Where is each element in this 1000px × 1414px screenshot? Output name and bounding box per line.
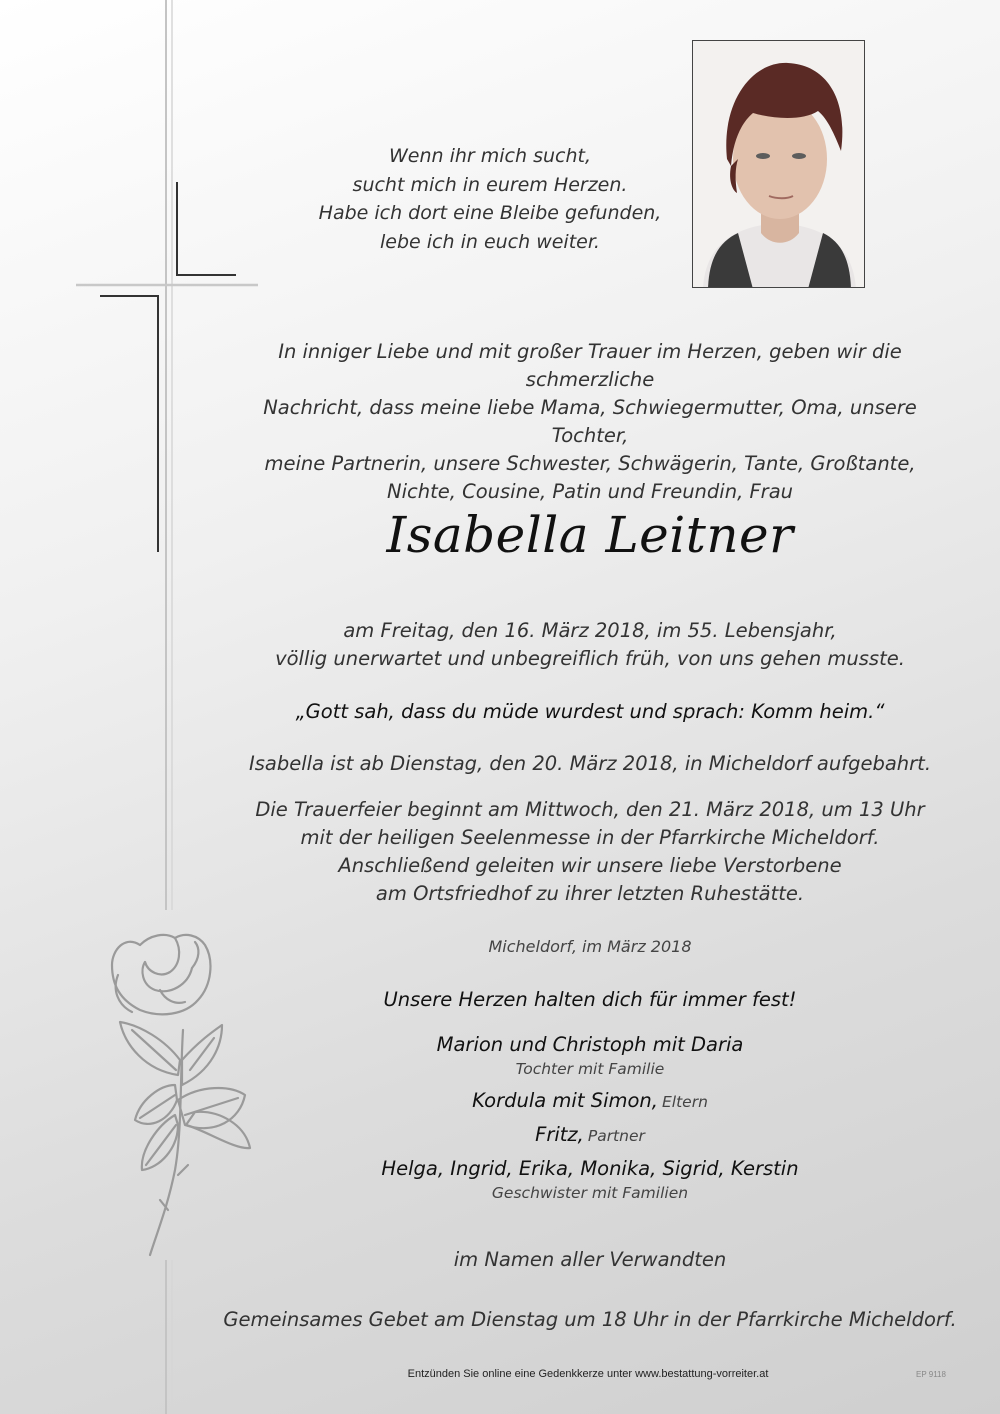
funeral-line: am Ortsfriedhof zu ihrer letzten Ruhestätte. <box>375 882 805 905</box>
intro-line: Nichte, Cousine, Patin und Freundin, Frau <box>386 480 794 503</box>
laid-out-notice: Isabella ist ab Dienstag, den 20. März 2018, in Micheldorf aufgebahrt. <box>248 752 932 775</box>
quote: „Gott sah, dass du müde wurdest und sprach: Komm heim.“ <box>295 700 885 723</box>
mourners-list <box>240 1032 940 1212</box>
announcement-intro <box>240 338 940 506</box>
rose-icon <box>112 935 250 1255</box>
mourner-name: Marion und Christoph mit Daria <box>436 1033 744 1056</box>
poem <box>300 142 680 256</box>
mourner-entry <box>240 1088 940 1114</box>
motto: Unsere Herzen halten dich für immer fest! <box>383 988 797 1011</box>
poem-line: Wenn ihr mich sucht, <box>388 145 591 167</box>
deceased-name: Isabella Leitner <box>386 506 794 564</box>
intro-line: meine Partnerin, unsere Schwester, Schwägerin, Tante, Großtante, <box>264 452 916 475</box>
mourner-name: Fritz, <box>535 1123 584 1146</box>
mourner-role: Tochter mit Familie <box>515 1060 665 1078</box>
poem-line: lebe ich in euch weiter. <box>380 230 600 253</box>
prayer-notice: Gemeinsames Gebet am Dienstag um 18 Uhr in der Pfarrkirche Micheldorf. <box>223 1308 957 1331</box>
poem-line: Habe ich dort eine Bleibe gefunden, <box>318 202 662 224</box>
footer-candle-link[interactable]: Entzünden Sie online eine Gedenkkerze unter www.bestattung-vorreiter.at <box>407 1368 769 1380</box>
mourner-role: Geschwister mit Familien <box>491 1184 689 1202</box>
intro-line: Nachricht, dass meine liebe Mama, Schwiegermutter, Oma, unsere Tochter, <box>263 396 917 447</box>
mourner-name: Helga, Ingrid, Erika, Monika, Sigrid, Kerstin <box>381 1157 799 1180</box>
mourner-role: Eltern <box>661 1093 708 1111</box>
death-line: am Freitag, den 16. März 2018, im 55. Lebensjahr, <box>343 619 837 642</box>
mourner-entry <box>240 1032 940 1080</box>
place-date: Micheldorf, im März 2018 <box>488 937 692 956</box>
death-line: völlig unerwartet und unbegreiflich früh, von uns gehen musste. <box>275 647 905 670</box>
cross-dark-lower <box>100 296 158 552</box>
mourner-entry <box>240 1122 940 1148</box>
portrait-photo <box>692 40 865 288</box>
mourner-name: Kordula mit Simon, <box>472 1089 658 1112</box>
document-code: EP 9118 <box>916 1370 946 1379</box>
cross-dark-upper <box>177 182 236 275</box>
intro-line: In inniger Liebe und mit großer Trauer im Herzen, geben wir die schmerzliche <box>278 340 902 391</box>
mourner-entry <box>240 1156 940 1204</box>
mourner-role: Partner <box>587 1127 645 1145</box>
portrait-illustration <box>693 41 865 288</box>
funeral-line: mit der heiligen Seelenmesse in der Pfarrkirche Micheldorf. <box>300 826 880 849</box>
death-notice <box>240 617 940 673</box>
funeral-line: Anschließend geleiten wir unsere liebe Verstorbene <box>338 854 842 877</box>
poem-line: sucht mich in eurem Herzen. <box>352 173 628 196</box>
funeral-details <box>240 796 940 908</box>
funeral-line: Die Trauerfeier beginnt am Mittwoch, den 21. März 2018, um 13 Uhr <box>255 798 925 821</box>
on-behalf-text: im Namen aller Verwandten <box>453 1248 727 1271</box>
